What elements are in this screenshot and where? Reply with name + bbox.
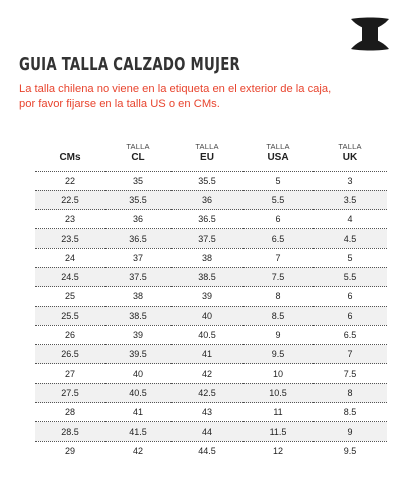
header-cl (105, 137, 171, 165)
table-row (35, 403, 387, 422)
cell-uk: 8 (313, 383, 387, 402)
cell-uk: 6.5 (313, 325, 387, 344)
cell-cl: 41.5 (105, 422, 171, 441)
cell-cl: 39.5 (105, 345, 171, 364)
cell-cl: 37 (105, 248, 171, 267)
cell-cl: 42 (132, 446, 143, 457)
cell-usa: 8.5 (243, 306, 313, 325)
size-note-line-1: La talla chilena no viene en la etiqueta en el exterior de la caja, (19, 83, 332, 95)
cell-cms: 25.5 (35, 306, 105, 325)
cell-usa: 5.5 (243, 190, 313, 209)
cell-eu: 35.5 (171, 171, 243, 190)
cell-cl: 41 (105, 403, 171, 422)
cell-uk: 7.5 (313, 364, 387, 383)
cell-eu: 40.5 (171, 325, 243, 344)
cell-cms: 22.5 (35, 190, 105, 209)
table-row (35, 210, 387, 229)
cell-cl: 36.5 (105, 229, 171, 248)
size-table-header (35, 137, 387, 171)
cell-cms: 22 (35, 171, 105, 190)
table-row (35, 364, 387, 383)
size-note-line-2: por favor fijarse en la talla US o en CMs. (19, 97, 220, 110)
cell-usa: 7.5 (243, 267, 313, 286)
table-row (35, 441, 387, 460)
table-row (35, 287, 387, 306)
header-eu-top: TALLA (195, 142, 219, 151)
cell-cl: 36 (105, 210, 171, 229)
size-table (35, 137, 387, 460)
header-cms (35, 137, 105, 165)
cell-eu: 37.5 (171, 229, 243, 248)
header-uk-label: UK (342, 152, 358, 163)
cell-usa: 12 (272, 446, 283, 457)
cell-uk: 5.5 (313, 267, 387, 286)
cell-uk: 4.5 (313, 229, 387, 248)
header-eu-label: EU (200, 152, 214, 163)
header-usa-top: TALLA (266, 142, 290, 151)
cell-usa: 10.5 (243, 383, 313, 402)
cell-eu: 44 (171, 422, 243, 441)
under-armour-logo-icon (350, 16, 390, 52)
table-row (35, 229, 387, 248)
cell-eu: 43 (171, 403, 243, 422)
cell-cms: 23 (35, 210, 105, 229)
cell-cl: 38.5 (105, 306, 171, 325)
cell-uk: 3 (313, 171, 387, 190)
cell-usa: 8 (243, 287, 313, 306)
table-row (35, 345, 387, 364)
cell-usa: 7 (243, 248, 313, 267)
cell-eu: 38.5 (171, 267, 243, 286)
cell-eu: 36.5 (171, 210, 243, 229)
cell-cms: 24.5 (35, 267, 105, 286)
cell-usa: 9.5 (243, 345, 313, 364)
cell-cms: 27.5 (35, 383, 105, 402)
table-row (35, 267, 387, 286)
cell-uk: 3.5 (313, 190, 387, 209)
cell-usa: 5 (243, 171, 313, 190)
cell-cms: 28.5 (35, 422, 105, 441)
page-title: GUIA TALLA CALZADO MUJER (19, 54, 240, 75)
cell-eu: 40 (171, 306, 243, 325)
cell-cl: 35.5 (105, 190, 171, 209)
table-row (35, 306, 387, 325)
cell-cms: 24 (35, 248, 105, 267)
cell-cl: 38 (105, 287, 171, 306)
cell-eu: 44.5 (198, 446, 216, 457)
header-cms-label: CMs (59, 152, 81, 163)
cell-cms: 25 (35, 287, 105, 306)
cell-cms: 27 (35, 364, 105, 383)
header-usa-label: USA (267, 152, 289, 163)
cell-cms: 23.5 (35, 229, 105, 248)
cell-eu: 39 (171, 287, 243, 306)
cell-cms: 28 (35, 403, 105, 422)
cell-eu: 42.5 (171, 383, 243, 402)
cell-uk: 6 (313, 306, 387, 325)
header-uk (313, 137, 387, 165)
cell-uk: 4 (313, 210, 387, 229)
header-cl-top: TALLA (126, 142, 150, 151)
cell-usa: 11.5 (243, 422, 313, 441)
cell-uk: 9 (313, 422, 387, 441)
table-row (35, 383, 387, 402)
header-usa (243, 137, 313, 165)
cell-eu: 41 (171, 345, 243, 364)
cell-usa: 9 (243, 325, 313, 344)
cell-eu: 38 (171, 248, 243, 267)
cell-cl: 40 (105, 364, 171, 383)
table-row (35, 171, 387, 190)
cell-eu: 42 (171, 364, 243, 383)
table-row (35, 248, 387, 267)
table-row (35, 325, 387, 344)
size-table-body (35, 171, 387, 460)
cell-cl: 40.5 (105, 383, 171, 402)
size-note (19, 82, 399, 111)
cell-cl: 39 (105, 325, 171, 344)
cell-cms: 26 (35, 325, 105, 344)
cell-uk: 7 (313, 345, 387, 364)
cell-uk: 8.5 (313, 403, 387, 422)
cell-uk: 5 (313, 248, 387, 267)
cell-usa: 11 (243, 403, 313, 422)
header-cl-label: CL (131, 152, 145, 163)
header-uk-top: TALLA (338, 142, 362, 151)
cell-usa: 10 (243, 364, 313, 383)
cell-cms: 29 (64, 446, 75, 457)
cell-uk: 9.5 (343, 446, 357, 457)
header-eu (171, 137, 243, 165)
cell-cl: 37.5 (105, 267, 171, 286)
cell-usa: 6.5 (243, 229, 313, 248)
cell-uk: 6 (313, 287, 387, 306)
table-row (35, 190, 387, 209)
table-row (35, 422, 387, 441)
cell-cms: 26.5 (35, 345, 105, 364)
cell-eu: 36 (171, 190, 243, 209)
cell-usa: 6 (243, 210, 313, 229)
cell-cl: 35 (105, 171, 171, 190)
